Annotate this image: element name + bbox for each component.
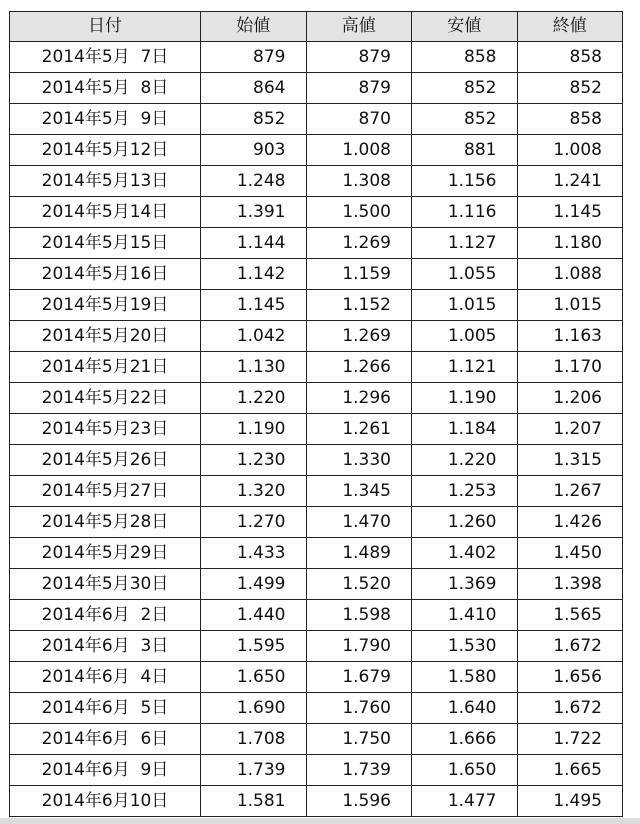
- close-cell: 1.207: [517, 414, 623, 445]
- table-row: [10, 631, 623, 662]
- date-cell: 2014年6月 9日: [10, 755, 201, 786]
- low-cell: 1.190: [412, 383, 518, 414]
- table-header: [10, 12, 623, 42]
- low-cell: 1.530: [412, 631, 518, 662]
- open-cell: 903: [201, 135, 307, 166]
- table-row: [10, 569, 623, 600]
- high-cell: 1.470: [306, 507, 412, 538]
- table-row: [10, 383, 623, 414]
- table-row: [10, 259, 623, 290]
- open-cell: 864: [201, 73, 307, 104]
- date-cell: 2014年6月 3日: [10, 631, 201, 662]
- low-cell: 1.410: [412, 600, 518, 631]
- close-cell: 858: [517, 42, 623, 73]
- open-cell: 852: [201, 104, 307, 135]
- open-cell: 1.220: [201, 383, 307, 414]
- close-cell: 1.722: [517, 724, 623, 755]
- open-cell: 1.581: [201, 786, 307, 817]
- high-cell: 1.159: [306, 259, 412, 290]
- date-cell: 2014年5月26日: [10, 445, 201, 476]
- open-cell: 1.145: [201, 290, 307, 321]
- close-cell: 1.206: [517, 383, 623, 414]
- low-cell: 1.650: [412, 755, 518, 786]
- date-cell: 2014年5月27日: [10, 476, 201, 507]
- table-row: [10, 290, 623, 321]
- close-cell: 1.315: [517, 445, 623, 476]
- close-cell: 1.426: [517, 507, 623, 538]
- open-cell: 879: [201, 42, 307, 73]
- high-cell: 1.679: [306, 662, 412, 693]
- open-cell: 1.248: [201, 166, 307, 197]
- low-cell: 1.055: [412, 259, 518, 290]
- date-cell: 2014年5月19日: [10, 290, 201, 321]
- high-cell: 1.520: [306, 569, 412, 600]
- low-cell: 1.260: [412, 507, 518, 538]
- low-cell: 852: [412, 104, 518, 135]
- high-cell: 1.750: [306, 724, 412, 755]
- table-row: [10, 228, 623, 259]
- date-cell: 2014年6月 5日: [10, 693, 201, 724]
- close-cell: 1.145: [517, 197, 623, 228]
- date-cell: 2014年5月30日: [10, 569, 201, 600]
- high-cell: 879: [306, 42, 412, 73]
- date-cell: 2014年5月13日: [10, 166, 201, 197]
- open-cell: 1.499: [201, 569, 307, 600]
- high-cell: 1.152: [306, 290, 412, 321]
- bottom-edge: [0, 818, 640, 824]
- high-cell: 1.269: [306, 228, 412, 259]
- high-cell: 1.266: [306, 352, 412, 383]
- close-cell: 1.495: [517, 786, 623, 817]
- open-cell: 1.440: [201, 600, 307, 631]
- date-cell: 2014年5月20日: [10, 321, 201, 352]
- table-row: [10, 538, 623, 569]
- close-cell: 1.015: [517, 290, 623, 321]
- table-row: [10, 507, 623, 538]
- table-row: [10, 414, 623, 445]
- close-cell: 1.163: [517, 321, 623, 352]
- date-cell: 2014年5月 7日: [10, 42, 201, 73]
- high-cell: 870: [306, 104, 412, 135]
- table-row: [10, 662, 623, 693]
- open-cell: 1.391: [201, 197, 307, 228]
- high-cell: 1.500: [306, 197, 412, 228]
- table-row: [10, 693, 623, 724]
- date-cell: 2014年6月 2日: [10, 600, 201, 631]
- close-cell: 1.398: [517, 569, 623, 600]
- low-cell: 1.116: [412, 197, 518, 228]
- high-cell: 1.008: [306, 135, 412, 166]
- close-cell: 852: [517, 73, 623, 104]
- open-cell: 1.708: [201, 724, 307, 755]
- table-body: [10, 42, 623, 817]
- high-cell: 879: [306, 73, 412, 104]
- high-cell: 1.739: [306, 755, 412, 786]
- column-header-date: 日付: [10, 12, 201, 42]
- table-row: [10, 321, 623, 352]
- table-row: [10, 755, 623, 786]
- table-row: [10, 445, 623, 476]
- column-header-high: 高値: [306, 12, 412, 42]
- close-cell: 1.656: [517, 662, 623, 693]
- close-cell: 1.450: [517, 538, 623, 569]
- table-row: [10, 135, 623, 166]
- date-cell: 2014年6月10日: [10, 786, 201, 817]
- close-cell: 1.267: [517, 476, 623, 507]
- high-cell: 1.330: [306, 445, 412, 476]
- table-row: [10, 73, 623, 104]
- high-cell: 1.598: [306, 600, 412, 631]
- stock-price-sheet: [9, 11, 622, 817]
- column-header-close: 終値: [517, 12, 623, 42]
- table-row: [10, 166, 623, 197]
- close-cell: 1.665: [517, 755, 623, 786]
- date-cell: 2014年5月22日: [10, 383, 201, 414]
- table-row: [10, 724, 623, 755]
- open-cell: 1.270: [201, 507, 307, 538]
- date-cell: 2014年5月29日: [10, 538, 201, 569]
- low-cell: 858: [412, 42, 518, 73]
- close-cell: 1.180: [517, 228, 623, 259]
- close-cell: 1.008: [517, 135, 623, 166]
- date-cell: 2014年5月16日: [10, 259, 201, 290]
- column-header-low: 安値: [412, 12, 518, 42]
- high-cell: 1.296: [306, 383, 412, 414]
- low-cell: 1.156: [412, 166, 518, 197]
- date-cell: 2014年6月 6日: [10, 724, 201, 755]
- table-row: [10, 42, 623, 73]
- low-cell: 1.127: [412, 228, 518, 259]
- low-cell: 1.640: [412, 693, 518, 724]
- table-row: [10, 104, 623, 135]
- close-cell: 1.672: [517, 693, 623, 724]
- date-cell: 2014年5月15日: [10, 228, 201, 259]
- close-cell: 1.170: [517, 352, 623, 383]
- date-cell: 2014年5月14日: [10, 197, 201, 228]
- close-cell: 1.241: [517, 166, 623, 197]
- close-cell: 1.088: [517, 259, 623, 290]
- date-cell: 2014年5月12日: [10, 135, 201, 166]
- table-row: [10, 476, 623, 507]
- table-row: [10, 600, 623, 631]
- close-cell: 1.565: [517, 600, 623, 631]
- high-cell: 1.308: [306, 166, 412, 197]
- open-cell: 1.433: [201, 538, 307, 569]
- date-cell: 2014年5月 9日: [10, 104, 201, 135]
- low-cell: 1.184: [412, 414, 518, 445]
- table-row: [10, 352, 623, 383]
- high-cell: 1.261: [306, 414, 412, 445]
- table-row: [10, 786, 623, 817]
- low-cell: 1.253: [412, 476, 518, 507]
- open-cell: 1.690: [201, 693, 307, 724]
- low-cell: 1.005: [412, 321, 518, 352]
- open-cell: 1.739: [201, 755, 307, 786]
- low-cell: 1.220: [412, 445, 518, 476]
- open-cell: 1.130: [201, 352, 307, 383]
- high-cell: 1.790: [306, 631, 412, 662]
- open-cell: 1.230: [201, 445, 307, 476]
- date-cell: 2014年5月28日: [10, 507, 201, 538]
- high-cell: 1.596: [306, 786, 412, 817]
- open-cell: 1.320: [201, 476, 307, 507]
- open-cell: 1.144: [201, 228, 307, 259]
- low-cell: 1.666: [412, 724, 518, 755]
- low-cell: 1.402: [412, 538, 518, 569]
- low-cell: 1.580: [412, 662, 518, 693]
- high-cell: 1.269: [306, 321, 412, 352]
- open-cell: 1.595: [201, 631, 307, 662]
- open-cell: 1.142: [201, 259, 307, 290]
- low-cell: 881: [412, 135, 518, 166]
- date-cell: 2014年5月21日: [10, 352, 201, 383]
- close-cell: 858: [517, 104, 623, 135]
- open-cell: 1.650: [201, 662, 307, 693]
- low-cell: 1.015: [412, 290, 518, 321]
- header-row: [10, 12, 623, 42]
- high-cell: 1.345: [306, 476, 412, 507]
- date-cell: 2014年5月23日: [10, 414, 201, 445]
- high-cell: 1.760: [306, 693, 412, 724]
- table-row: [10, 197, 623, 228]
- open-cell: 1.042: [201, 321, 307, 352]
- close-cell: 1.672: [517, 631, 623, 662]
- open-cell: 1.190: [201, 414, 307, 445]
- low-cell: 1.477: [412, 786, 518, 817]
- low-cell: 1.369: [412, 569, 518, 600]
- low-cell: 852: [412, 73, 518, 104]
- stock-price-table: [9, 11, 623, 817]
- high-cell: 1.489: [306, 538, 412, 569]
- low-cell: 1.121: [412, 352, 518, 383]
- column-header-open: 始値: [201, 12, 307, 42]
- date-cell: 2014年5月 8日: [10, 73, 201, 104]
- date-cell: 2014年6月 4日: [10, 662, 201, 693]
